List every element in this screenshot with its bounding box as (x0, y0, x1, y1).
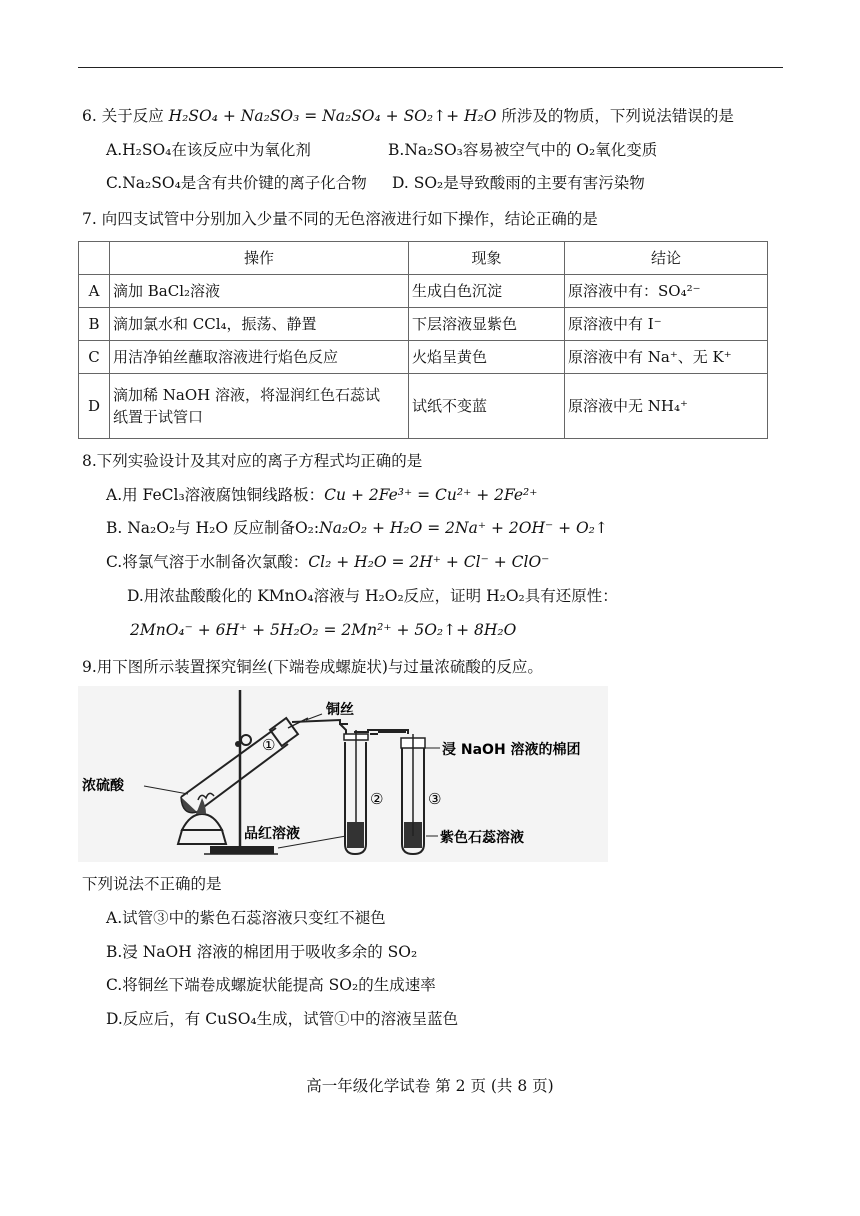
table-row (79, 374, 768, 439)
row-conclusion: 原溶液中有 Na⁺、无 K⁺ (565, 341, 768, 374)
q7-stem: 7. 向四支试管中分别加入少量不同的无色溶液进行如下操作，结论正确的是 (82, 210, 598, 228)
row-operation-line: 滴加稀 NaOH 溶液，将湿润红色石蕊试 (113, 386, 380, 404)
q6-stem: 6. 关于反应 H₂SO₄ + Na₂SO₃ = Na₂SO₄ + SO₂↑+ H₂O 所涉及的物质，下列说法错误的是 (82, 107, 734, 125)
row-operation: 滴加 BaCl₂溶液 (110, 275, 409, 308)
label-tube-2: ② (370, 790, 384, 808)
q7-table (78, 241, 768, 439)
q8-c-equation: Cl₂ + H₂O = 2H⁺ + Cl⁻ + ClO⁻ (308, 553, 550, 571)
q8-option-a: A.用 FeCl₃溶液腐蚀铜线路板：Cu + 2Fe³⁺ = Cu²⁺ + 2Fe²⁺ (106, 486, 538, 504)
row-phenomenon: 火焰呈黄色 (409, 341, 565, 374)
table-header-phenomenon: 现象 (409, 242, 565, 275)
row-conclusion: 原溶液中无 NH₄⁺ (565, 374, 768, 439)
table-row (79, 341, 768, 374)
q9-stem: 9.用下图所示装置探究铜丝(下端卷成螺旋状)与过量浓硫酸的反应。 (82, 658, 543, 676)
q8-option-b: B. Na₂O₂与 H₂O 反应制备O₂:Na₂O₂ + H₂O = 2Na⁺ + 2OH⁻ + O₂↑ (106, 519, 608, 537)
label-copper-wire: 铜丝 (326, 702, 354, 718)
q8-option-d: D.用浓盐酸酸化的 KMnO₄溶液与 H₂O₂反应，证明 H₂O₂具有还原性： (127, 587, 618, 605)
q8-option-c: C.将氯气溶于水制备次氯酸：Cl₂ + H₂O = 2H⁺ + Cl⁻ + ClO⁻ (106, 553, 550, 571)
table-row (79, 308, 768, 341)
row-operation: 滴加氯水和 CCl₄，振荡、静置 (110, 308, 409, 341)
q6-option-d: D. SO₂是导致酸雨的主要有害污染物 (392, 174, 645, 192)
q9-option-c: C.将铜丝下端卷成螺旋状能提高 SO₂的生成速率 (106, 976, 436, 994)
row-label: D (79, 374, 110, 439)
q8-a-equation: Cu + 2Fe³⁺ = Cu²⁺ + 2Fe²⁺ (324, 486, 538, 504)
label-cotton: 浸 NaOH 溶液的棉团 (442, 742, 581, 758)
q9-option-b: B.浸 NaOH 溶液的棉团用于吸收多余的 SO₂ (106, 943, 418, 961)
row-phenomenon: 生成白色沉淀 (409, 275, 565, 308)
q8-d-equation: 2MnO₄⁻ + 6H⁺ + 5H₂O₂ = 2Mn²⁺ + 5O₂↑+ 8H₂O (130, 621, 517, 639)
label-magenta: 品红溶液 (244, 826, 300, 842)
row-label: A (79, 275, 110, 308)
row-label: B (79, 308, 110, 341)
row-conclusion: 原溶液中有：SO₄²⁻ (565, 275, 768, 308)
page-footer: 高一年级化学试卷 第 2 页 (共 8 页) (306, 1077, 554, 1095)
table-header-cell (79, 242, 110, 275)
label-tube-1: ① (262, 736, 276, 754)
row-operation (110, 374, 409, 439)
label-tube-3: ③ (428, 790, 442, 808)
q6-equation: H₂SO₄ + Na₂SO₃ = Na₂SO₄ + SO₂↑+ H₂O (168, 107, 497, 125)
q8-stem: 8.下列实验设计及其对应的离子方程式均正确的是 (82, 452, 423, 470)
header-rule (78, 67, 783, 68)
label-litmus: 紫色石蕊溶液 (440, 830, 524, 846)
row-conclusion: 原溶液中有 I⁻ (565, 308, 768, 341)
q9-option-a: A.试管③中的紫色石蕊溶液只变红不褪色 (106, 909, 386, 927)
q9-option-d: D.反应后，有 CuSO₄生成，试管①中的溶液呈蓝色 (106, 1010, 459, 1028)
q8-b-equation: Na₂O₂ + H₂O = 2Na⁺ + 2OH⁻ + O₂↑ (319, 519, 608, 537)
table-header-row (79, 242, 768, 275)
row-operation-line: 纸置于试管口 (113, 408, 204, 426)
q9-question: 下列说法不正确的是 (82, 875, 222, 893)
table-row (79, 275, 768, 308)
row-label: C (79, 341, 110, 374)
row-phenomenon: 试纸不变蓝 (409, 374, 565, 439)
label-conc-acid: 浓硫酸 (82, 778, 124, 794)
q6-option-b: B.Na₂SO₃容易被空气中的 O₂氧化变质 (388, 141, 658, 159)
row-operation: 用洁净铂丝蘸取溶液进行焰色反应 (110, 341, 409, 374)
apparatus-diagram (78, 686, 608, 862)
table-header-operation: 操作 (110, 242, 409, 275)
row-phenomenon: 下层溶液显紫色 (409, 308, 565, 341)
q6-option-c: C.Na₂SO₄是含有共价键的离子化合物 (106, 174, 367, 192)
q6-option-a: A.H₂SO₄在该反应中为氧化剂 (106, 141, 311, 159)
table-header-conclusion: 结论 (565, 242, 768, 275)
stand-base (210, 846, 274, 854)
